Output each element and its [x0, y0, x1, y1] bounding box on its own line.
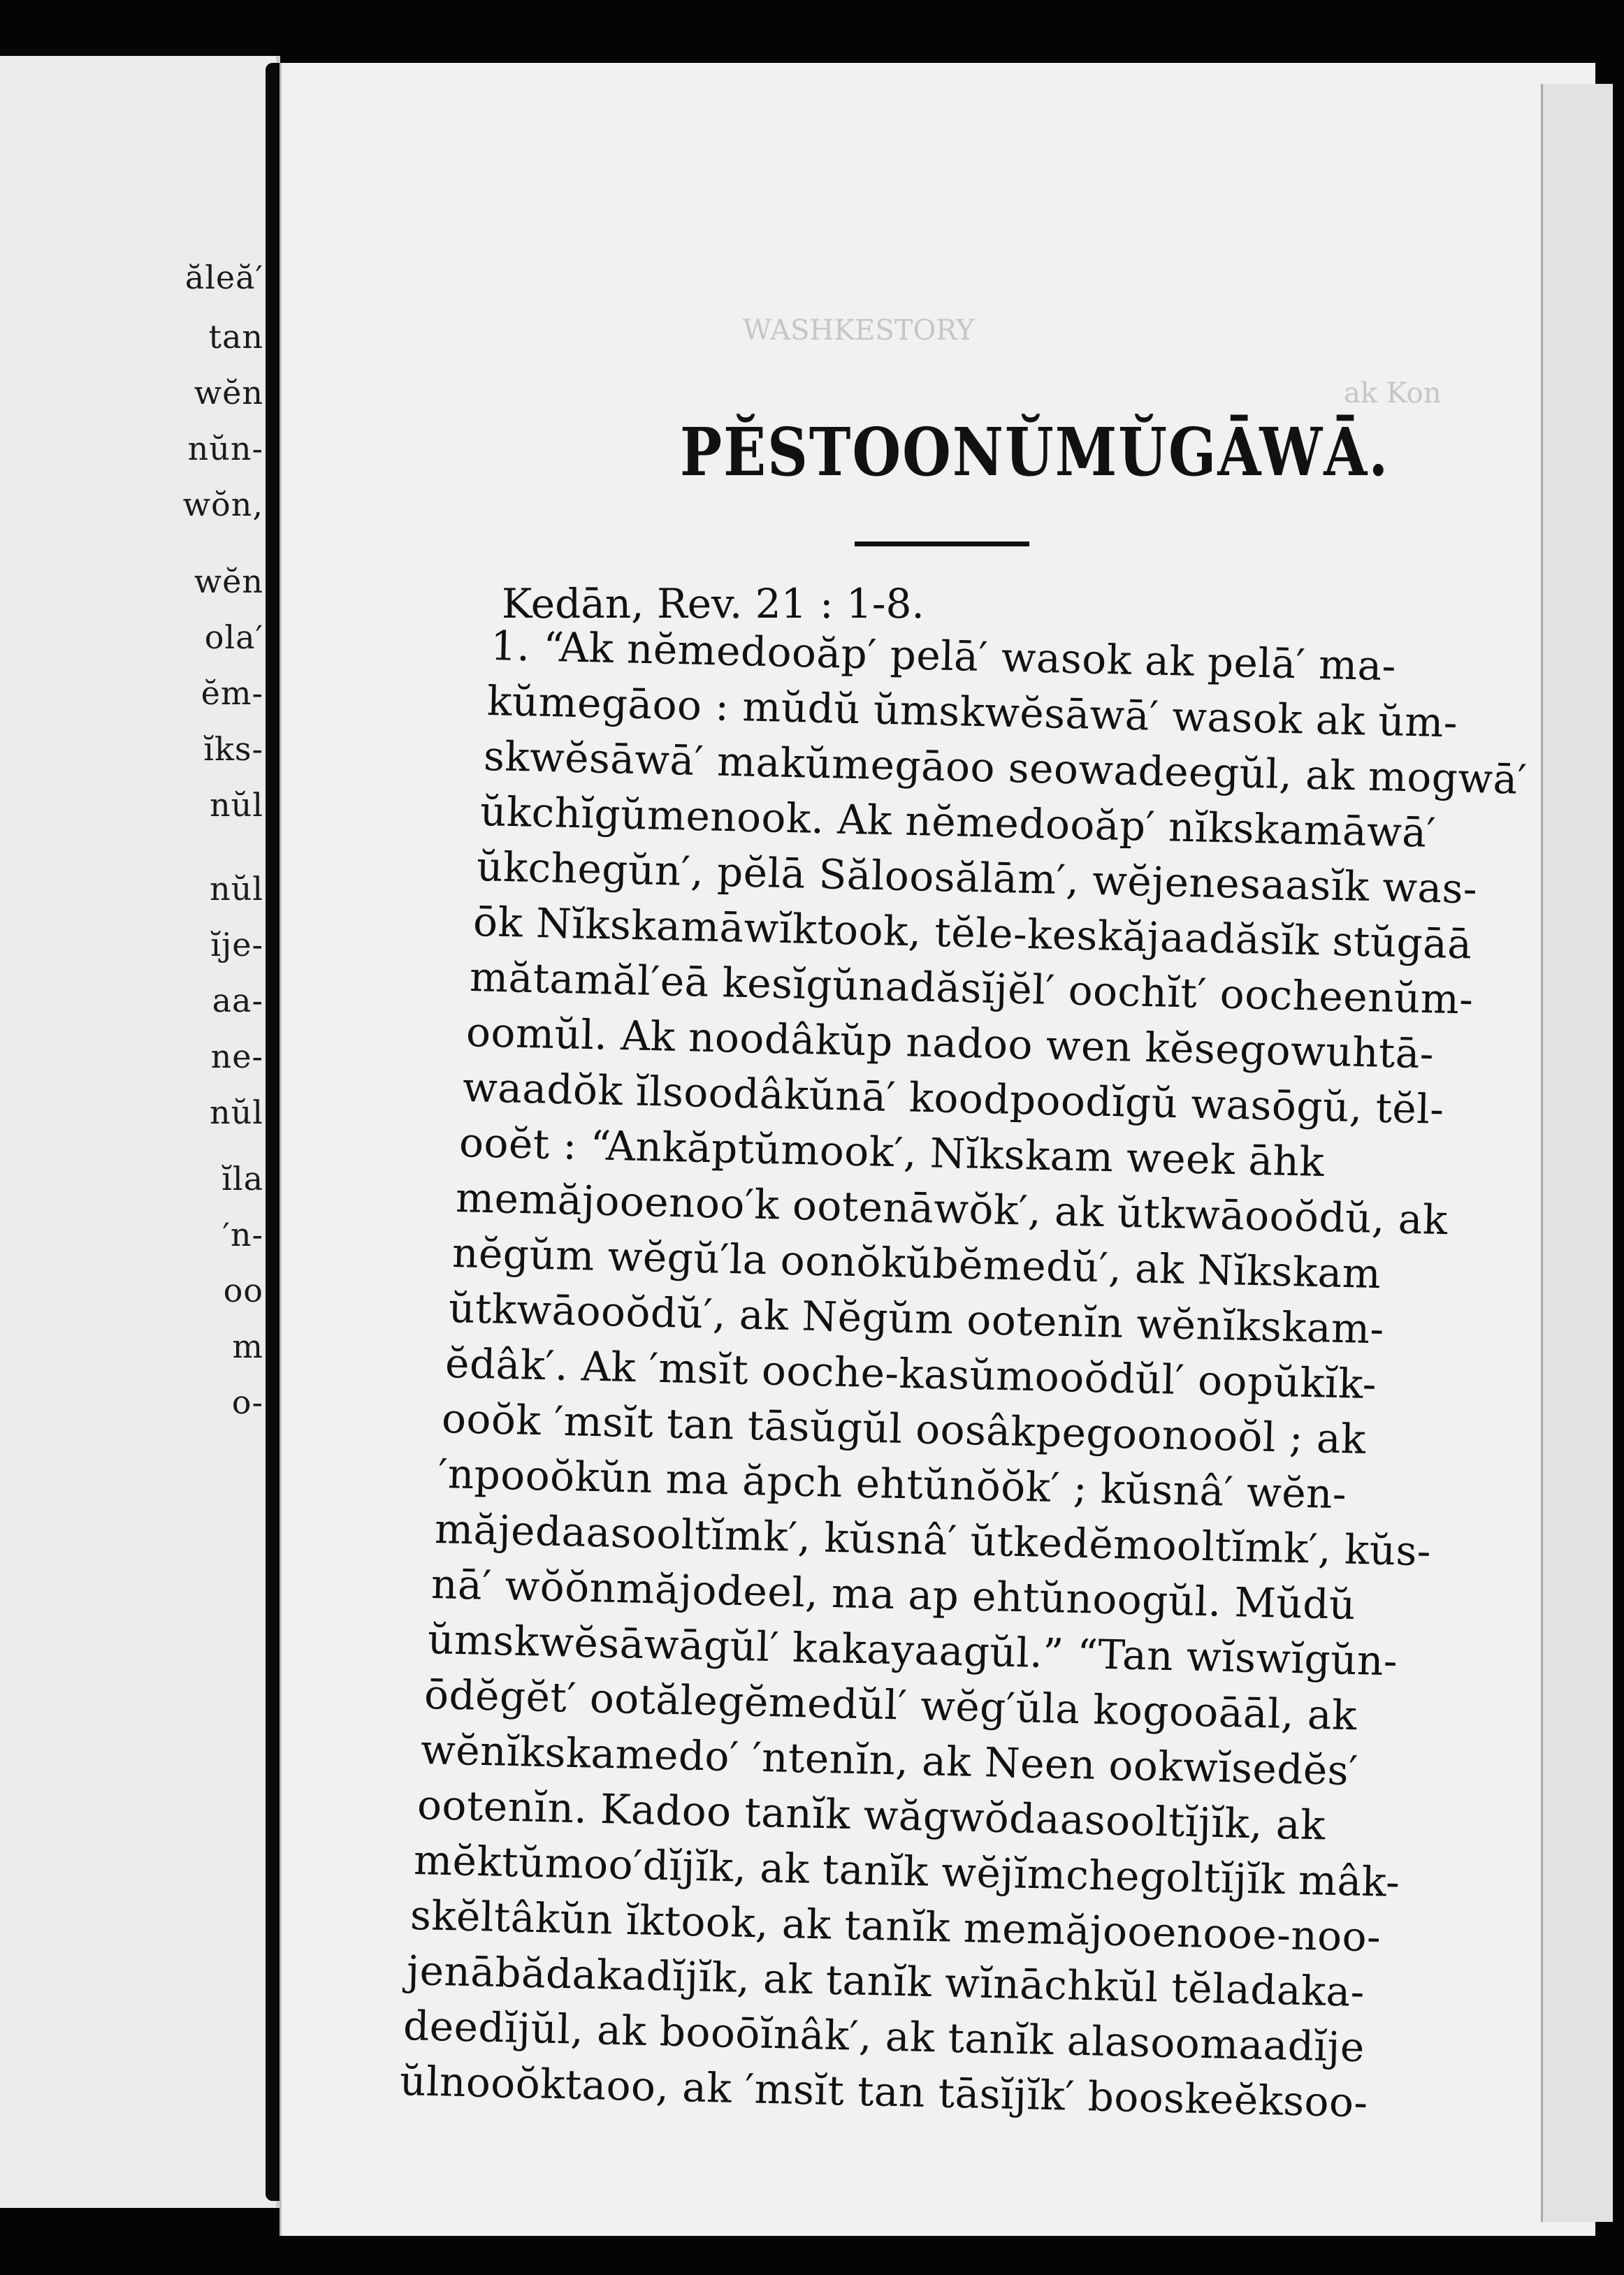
- left-page-fragment: ĭje-: [210, 926, 263, 964]
- text-line: ōk Nĭkskamāwĭktook, tĕle-keskăjaadăsĭk stŭgāā: [472, 898, 1473, 968]
- text-line: jenābădakadĭjĭk, ak tanĭk wĭnāchkŭl tĕladaka-: [406, 1947, 1365, 2016]
- left-page-fragment: nŭl: [210, 870, 263, 908]
- left-page-fragment: ĭla: [222, 1160, 263, 1198]
- text-line: wĕnĭkskamedo′ ′ntenĭn, ak Neen ookwĭsedĕs′: [420, 1726, 1359, 1795]
- text-line: ŭlnooŏktaoo, ak ′msĭt tan tāsĭjĭk′ booskeĕksoo-: [399, 2057, 1369, 2127]
- left-page-fragment: wĕn: [194, 562, 263, 600]
- left-facing-page: [0, 56, 280, 2208]
- left-page-fragment: oo: [223, 1272, 263, 1309]
- text-line: mĕktŭmoo′dĭjĭk, ak tanĭk wĕjĭmchegoltĭjĭk mâk-: [413, 1836, 1401, 1907]
- page-edge: [1541, 84, 1613, 2222]
- left-page-fragment: tan: [208, 318, 263, 356]
- left-page-fragment: ne-: [210, 1038, 263, 1075]
- text-line: 1. “Ak nĕmedooăp′ pelā′ wasok ak pelā′ ma-: [490, 622, 1397, 690]
- left-page-fragment: wĕn: [194, 374, 263, 412]
- text-line: deedĭjŭl, ak booōĭnâk′, ak tanĭk alasoomaadĭje: [403, 2002, 1365, 2072]
- text-line: oomŭl. Ak noodâkŭp nadoo wen kĕsegowuhtā-: [465, 1008, 1435, 1078]
- left-page-fragment: o-: [231, 1383, 263, 1421]
- text-line: ′npooŏkŭn ma ăpch ehtŭnŏŏk′ ; kŭsnâ′ wĕn-: [437, 1450, 1347, 1518]
- left-page-fragment: nŭn-: [187, 430, 263, 467]
- scripture-reference: Kedān, Rev. 21 : 1-8.: [502, 580, 925, 627]
- text-line: ĕdâk′. Ak ′msĭt ooche-kasŭmooŏdŭl′ oopŭkĭk-: [444, 1339, 1377, 1409]
- page-title: PĔSTOONŬMŬGĀWĀ.: [680, 413, 1390, 491]
- text-line: ŭmskwĕsāwāgŭl′ kakayaagŭl.” “Tan wĭswĭgŭn-: [427, 1615, 1398, 1685]
- left-page-fragment: ĭks-: [203, 730, 263, 768]
- left-page-fragment: ĕm-: [201, 674, 263, 712]
- main-page: [280, 63, 1595, 2236]
- text-line: kŭmegāoo : mŭdŭ ŭmskwĕsāwā′ wasok ak ŭm-: [486, 677, 1458, 747]
- text-line: nā′ wŏŏnmăjodeel, ma ap ehtŭnoogŭl. Mŭdŭ: [430, 1560, 1356, 1629]
- text-line: waadŏk ĭlsoodâkŭnā′ koodpoodĭgŭ wasōgŭ, tĕl-: [462, 1063, 1445, 1133]
- text-line: nĕgŭm wĕgŭ′la oonŏkŭbĕmedŭ′, ak Nĭkskam: [451, 1229, 1382, 1298]
- text-line: ŭkchĭgŭmenook. Ak nĕmedooăp′ nĭkskamāwā′: [479, 787, 1437, 857]
- text-line: mătamăl′eā kesĭgŭnadăsĭjĕl′ oochĭt′ oocheenŭm-: [469, 953, 1474, 1024]
- bleed-through-text: WASHKESTORY: [743, 314, 975, 347]
- text-line: ooĕt : “Ankăptŭmook′, Nĭkskam week āhk: [458, 1119, 1325, 1186]
- text-line: ōdĕgĕt′ ootălegĕmedŭl′ wĕg′ŭla kogooāāl, ak: [423, 1671, 1358, 1740]
- text-line: skwĕsāwā′ makŭmegāoo seowadeegŭl, ak mogwā′: [483, 732, 1528, 804]
- text-line: ooŏk ′msĭt tan tāsŭgŭl oosâkpegoonooŏl ; ak: [441, 1395, 1367, 1463]
- left-page-fragment: wŏn,: [182, 486, 263, 523]
- text-line: ootenĭn. Kadoo tanĭk wăgwŏdaasooltĭjĭk, ak: [416, 1781, 1326, 1849]
- left-page-fragment: ola′: [204, 618, 263, 656]
- left-page-fragment: nŭl: [210, 786, 263, 824]
- left-page-fragment: m: [232, 1328, 263, 1365]
- text-line: ŭtkwāooŏdŭ′, ak Nĕgŭm ootenĭn wĕnĭkskam-: [448, 1284, 1385, 1353]
- text-line: memăjooenoo′k ootenāwŏk′, ak ŭtkwāooŏdŭ, ak: [455, 1174, 1449, 1244]
- body-text: [282, 63, 1595, 2236]
- text-line: ŭkchegŭn′, pĕlā Săloosălām′, wĕjenesaasĭk was-: [476, 843, 1478, 913]
- text-line: măjedaasooltĭmk′, kŭsnâ′ ŭtkedĕmooltĭmk′, kŭs-: [434, 1505, 1432, 1576]
- bleed-through-text: ak Kon: [1344, 377, 1442, 409]
- text-line: skĕltâkŭn ĭktook, ak tanĭk memăjooenooe-noo-: [409, 1891, 1382, 1961]
- left-page-fragment: aa-: [212, 982, 263, 1019]
- left-page-fragment: nŭl: [210, 1093, 263, 1131]
- left-page-fragment: ′n-: [222, 1216, 263, 1253]
- left-page-fragment: ăleă′: [184, 259, 263, 296]
